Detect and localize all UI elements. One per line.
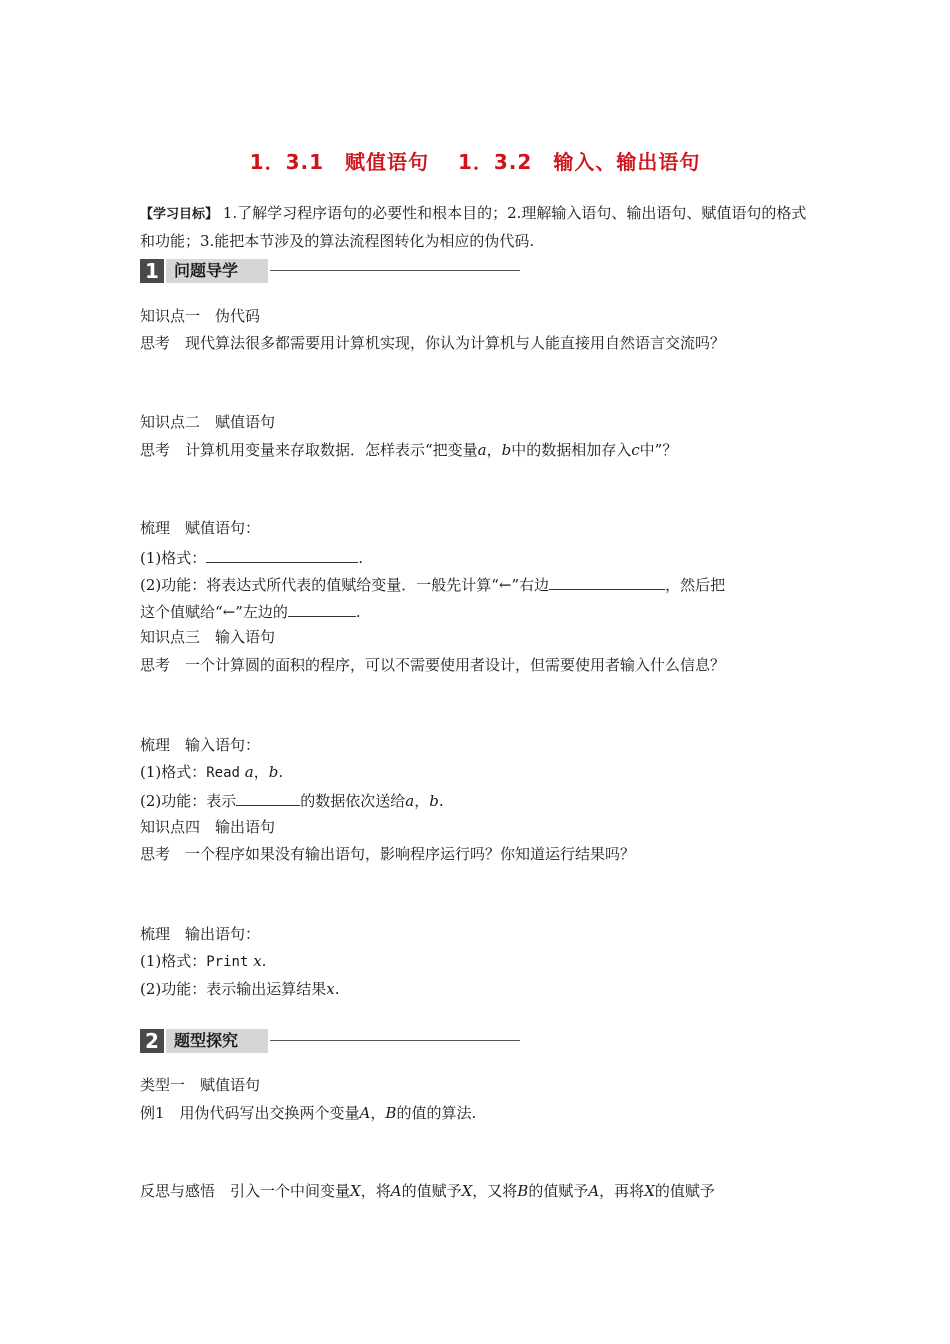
var-x: x bbox=[326, 980, 335, 998]
period: . bbox=[334, 980, 340, 998]
sep: ， bbox=[253, 763, 269, 781]
reflect-text: ，将 bbox=[360, 1182, 391, 1200]
reflect-text: 的值赋予 bbox=[401, 1182, 462, 1200]
function-text: ，然后把 bbox=[665, 576, 726, 594]
period: . bbox=[278, 763, 284, 781]
var-b: b bbox=[268, 763, 279, 781]
learning-goals bbox=[140, 200, 812, 254]
section-rule bbox=[270, 270, 520, 271]
function-text: (2)功能：将表达式所代表的值赋给变量．一般先计算“←”右边 bbox=[140, 576, 550, 594]
goals-text: 1.了解学习程序语句的必要性和根本目的；2.理解输入语句、输出语句、赋值语句的格式和功能；3.能把本节涉及的算法流程图转化为相应的伪代码. bbox=[140, 204, 807, 250]
sep: ， bbox=[414, 792, 430, 810]
section-label: 问题导学 bbox=[166, 259, 268, 283]
k1-heading: 知识点一 伪代码 bbox=[140, 307, 261, 325]
var-a: a bbox=[405, 792, 415, 810]
var-a: a bbox=[244, 763, 254, 781]
page-title: 1．3.1 赋值语句 1．3.2 输入、输出语句 bbox=[249, 150, 701, 174]
format-label: (1)格式： bbox=[140, 549, 207, 567]
var-B: B bbox=[385, 1104, 397, 1122]
var-X: X bbox=[461, 1182, 473, 1200]
reflection bbox=[140, 1181, 715, 1201]
k1-think: 思考 现代算法很多都需要用计算机实现，你认为计算机与人能直接用自然语言交流吗？ bbox=[140, 334, 726, 352]
function-text: 的数据依次送给 bbox=[300, 792, 406, 810]
fill-blank[interactable] bbox=[549, 573, 665, 590]
k4-think: 思考 一个程序如果没有输出语句，影响程序运行吗？你知道运行结果吗？ bbox=[140, 845, 636, 863]
k4-function bbox=[140, 979, 340, 999]
k2-function-cont bbox=[140, 600, 361, 622]
k3-heading: 知识点三 输入语句 bbox=[140, 628, 276, 646]
reflect-text: 反思与感悟 引入一个中间变量 bbox=[140, 1182, 351, 1200]
goals-tag: 【学习目标】 bbox=[140, 207, 219, 222]
format-label: (1)格式： bbox=[140, 952, 207, 970]
reflect-text: 的值赋予 bbox=[528, 1182, 589, 1200]
reflect-text: ，又将 bbox=[472, 1182, 518, 1200]
k3-function bbox=[140, 789, 444, 811]
section-label: 题型探究 bbox=[166, 1029, 268, 1053]
example-text: 例1 用伪代码写出交换两个变量 bbox=[140, 1104, 360, 1122]
reflect-text: ，再将 bbox=[599, 1182, 645, 1200]
period: . bbox=[355, 603, 361, 621]
period: . bbox=[438, 792, 444, 810]
code-keyword: Read bbox=[206, 765, 240, 781]
period: . bbox=[358, 549, 364, 567]
section-number: 2 bbox=[140, 1029, 164, 1053]
example-1 bbox=[140, 1103, 476, 1123]
function-text: (2)功能：表示输出运算结果 bbox=[140, 980, 327, 998]
function-text: (2)功能：表示 bbox=[140, 792, 237, 810]
sep: ， bbox=[370, 1104, 386, 1122]
format-label: (1)格式： bbox=[140, 763, 207, 781]
fill-blank[interactable] bbox=[206, 546, 358, 563]
var-A: A bbox=[588, 1182, 600, 1200]
var-b: b bbox=[501, 441, 512, 459]
var-B: B bbox=[517, 1182, 529, 1200]
k2-think-text: 思考 计算机用变量来存取数据．怎样表示“把变量 bbox=[140, 441, 478, 459]
var-X: X bbox=[350, 1182, 361, 1200]
fill-blank[interactable] bbox=[288, 600, 356, 617]
var-a: a bbox=[477, 441, 487, 459]
k3-format bbox=[140, 762, 283, 783]
t1-heading: 类型一 赋值语句 bbox=[140, 1076, 261, 1094]
k4-format bbox=[140, 951, 266, 972]
section-number: 1 bbox=[140, 259, 164, 283]
k4-comb: 梳理 输出语句： bbox=[140, 925, 261, 943]
example-text: 的值的算法. bbox=[396, 1104, 477, 1122]
period: . bbox=[261, 952, 267, 970]
var-A: A bbox=[359, 1104, 371, 1122]
fill-blank[interactable] bbox=[236, 789, 300, 806]
section-rule bbox=[270, 1040, 520, 1041]
k2-think bbox=[140, 440, 677, 460]
k2-function bbox=[140, 573, 725, 595]
code-keyword: Print bbox=[206, 954, 249, 970]
var-x: x bbox=[253, 952, 262, 970]
function-text: 这个值赋给“←”左边的 bbox=[140, 603, 288, 621]
k2-comb: 梳理 赋值语句： bbox=[140, 519, 261, 537]
k2-heading: 知识点二 赋值语句 bbox=[140, 413, 276, 431]
k4-heading: 知识点四 输出语句 bbox=[140, 818, 276, 836]
k2-think-text: 中”？ bbox=[639, 441, 678, 459]
reflect-text: 的值赋予 bbox=[654, 1182, 715, 1200]
k2-format bbox=[140, 546, 363, 568]
var-b: b bbox=[429, 792, 439, 810]
k3-comb: 梳理 输入语句： bbox=[140, 736, 261, 754]
var-X: X bbox=[644, 1182, 655, 1200]
var-A: A bbox=[390, 1182, 402, 1200]
sep: ， bbox=[486, 441, 502, 459]
var-c: c bbox=[631, 441, 640, 459]
k2-think-text: 中的数据相加存入 bbox=[511, 441, 632, 459]
k3-think: 思考 一个计算圆的面积的程序，可以不需要使用者设计，但需要使用者输入什么信息？ bbox=[140, 656, 726, 674]
